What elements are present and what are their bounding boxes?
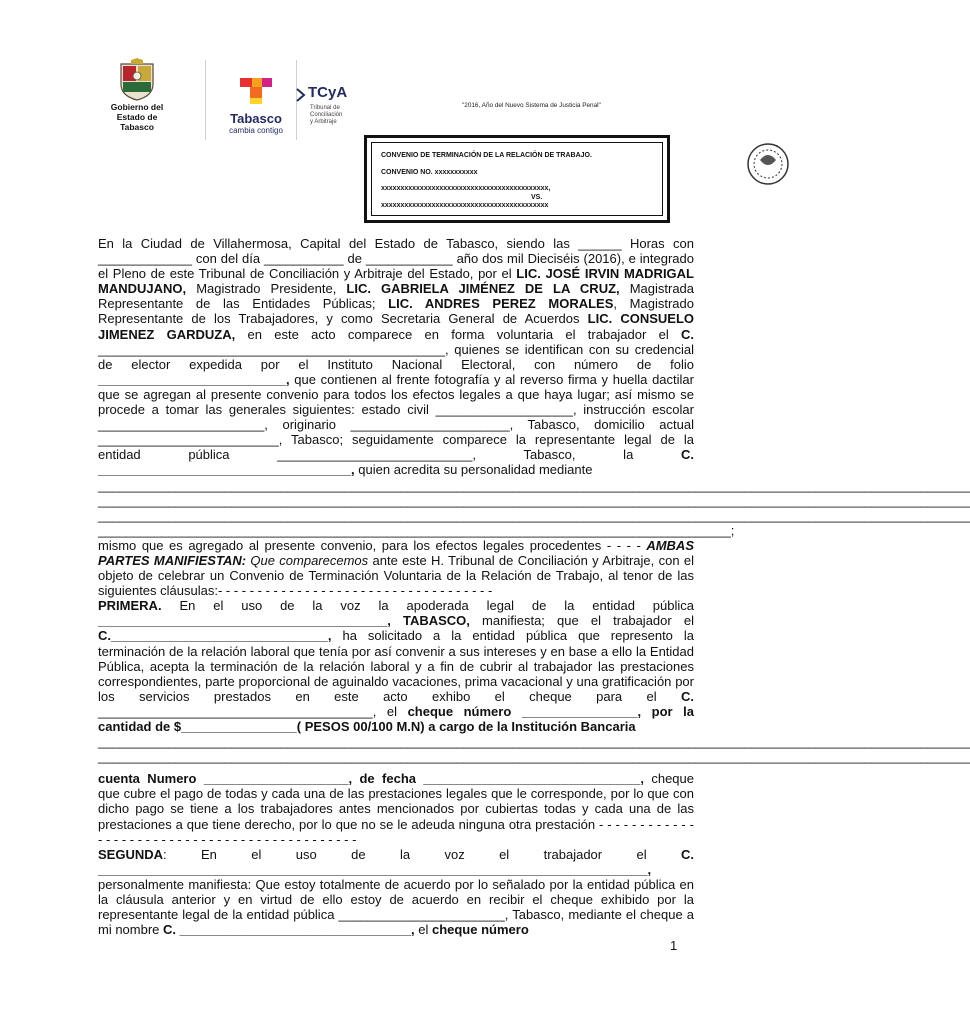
party-two: xxxxxxxxxxxxxxxxxxxxxxxxxxxxxxxxxxxxxxxxxxx: [381, 202, 549, 209]
gobierno-line1: Gobierno del: [110, 102, 164, 112]
document-body: [98, 236, 970, 938]
party-one: xxxxxxxxxxxxxxxxxxxxxxxxxxxxxxxxxxxxxxxxxxx,: [381, 185, 551, 192]
blank-line: ____________________________________________________________________________________________________________________________: [98, 477, 970, 493]
coat-of-arms-icon: [117, 58, 157, 102]
case-info-box: [364, 135, 670, 223]
tcya-arrow-icon: [296, 88, 306, 102]
tabasco-slogan: cambia contigo: [229, 126, 283, 135]
tabasco-logo: [221, 76, 291, 135]
agreement-number: CONVENIO NO. xxxxxxxxxxx: [381, 168, 478, 176]
seal-icon: [738, 140, 798, 188]
blank-line: ____________________________________________________________________________________________________________________________: [98, 492, 970, 508]
blank-line: ____________________________________________________________________________________________________________________________: [98, 749, 970, 765]
agreement-title: CONVENIO DE TERMINACIÓN DE LA RELACIÓN DE TRABAJO.: [381, 152, 592, 159]
blank-line: ____________________________________________________________________________________________________________________________: [98, 734, 970, 750]
opening-paragraph: En la Ciudad de Villahermosa, Capital del Estado de Tabasco, siendo las ______ Horas con _____________ con del día ___________ de ____________ año dos mil Dieciséis (2016), e integrado el Pleno de este Tribunal de Conciliación y Arbitraje del Estado, por el LIC. JOSÉ IRVIN MADRIGAL MANDUJANO, Magistrado Presidente, LIC. GABRIELA JIMÉNEZ DE LA CRUZ, Magistrada Representante de las Entidades Públicas; LIC. ANDRES PEREZ MORALES, Magistrado Representante de los Trabajadores, y como Secretaria General de Acuerdos LIC. CONSUELO JIMENEZ GARDUZA, en este acto comparece en forma voluntaria el trabajador el C. ________________________________________________, quienes se identifican con su credencial de elector expedida por el Instituto Nacional Electoral, con número de folio __________________________, que contienen al frente fotografía y al reverso firma y huella dactilar que se agregan al presente convenio para todos los efectos legales a que haya lugar; así mismo se procede a tomar las generales siguientes: estado civil ___________________, instrucción escolar _______________________, originario ______________________, Tabasco, domicilio actual _________________________, Tabasco; seguidamente comparece la representante legal de la entidad pública ___________________________, Tabasco, la C. ___________________________________, quien acredita su personalidad mediante: [98, 236, 695, 478]
versus-label: VS.: [531, 193, 543, 201]
gobierno-logo: [102, 58, 172, 132]
tcya-name: TCyA: [308, 84, 348, 101]
blank-line: ____________________________________________________________________________________________________________________________: [98, 507, 970, 523]
blank-line: __________________________________________________________________________________________;: [98, 522, 735, 538]
tabasco-name: Tabasco: [230, 111, 282, 126]
clause-second: SEGUNDA: En el uso de la voz el trabajador el C. ____________________________________________________________________________, personalmente manifiesta: Que estoy totalmente de acuerdo por lo señalado por la entidad pública en la cláusula anterior y en virtud de ello estoy de acuerdo en recibir el cheque exhibido por la representante legal de la entidad pública _______________________, Tabasco, mediante el cheque a mi nombre C. ________________________________, el cheque número: [98, 846, 694, 938]
tabasco-t-icon: [238, 76, 274, 106]
account-paragraph: cuenta Numero ____________________, de fecha ______________________________, cheque que cubre el pago de todas y cada una de las prestaciones legales que le corresponde, por lo que con dicho pago se tiene a los trabajadores antes mencionados por cubiertas todas y cada una de las prestaciones a que tiene derecho, por lo que no se le adeuda ninguna otra prestación - - - - - - - - - - - - - - - - - - - - - - - - - - - - - - - - - - - - - - - - - - - - -: [98, 771, 694, 847]
both-parties-paragraph: mismo que es agregado al presente convenio, para los efectos legales procedentes - - - - AMBAS PARTES MANIFIESTAN: Que comparecemos ante este H. Tribunal de Conciliación y Arbitraje, con el objeto de celebrar un Convenio de Terminación Voluntaria de la Relación de Trabajo, al tenor de las siguientes cláusulas:- - - - - - - - - - - - - - - - - - - - - - - - - - - - - - - - - - -: [98, 537, 695, 599]
clause-first: PRIMERA. En el uso de la voz la apoderada legal de la entidad pública ________________________________________, TABASCO, manifiesta; que el trabajador el C.______________________________, ha solicitado a la entidad pública que represento la terminación de la relación laboral que tenía por así convenir a sus intereses y en base a ello la Entidad Pública, acepta la terminación de la relación laboral y a fin de cubrir al trabajador las prestaciones correspondientes, parte proporcional de aguinaldo vacaciones, prima vacacional y una gratificación por los servicios prestados en este acto exhibo el cheque para el C. ______________________________________, el cheque número ________________, por la cantidad de $________________( PESOS 00/100 M.N) a cargo de la Institución Bancaria: [98, 598, 694, 734]
year-motto: "2016, Año del Nuevo Sistema de Justicia Penal": [462, 102, 601, 109]
page-number: 1: [670, 938, 678, 953]
official-seal: [738, 140, 768, 188]
gobierno-line2: Estado de Tabasco: [116, 112, 158, 132]
page-header: [0, 0, 768, 140]
tcya-subtitle: Tribunal de Conciliación y Arbitraje: [310, 105, 343, 125]
header-divider: [205, 60, 206, 140]
